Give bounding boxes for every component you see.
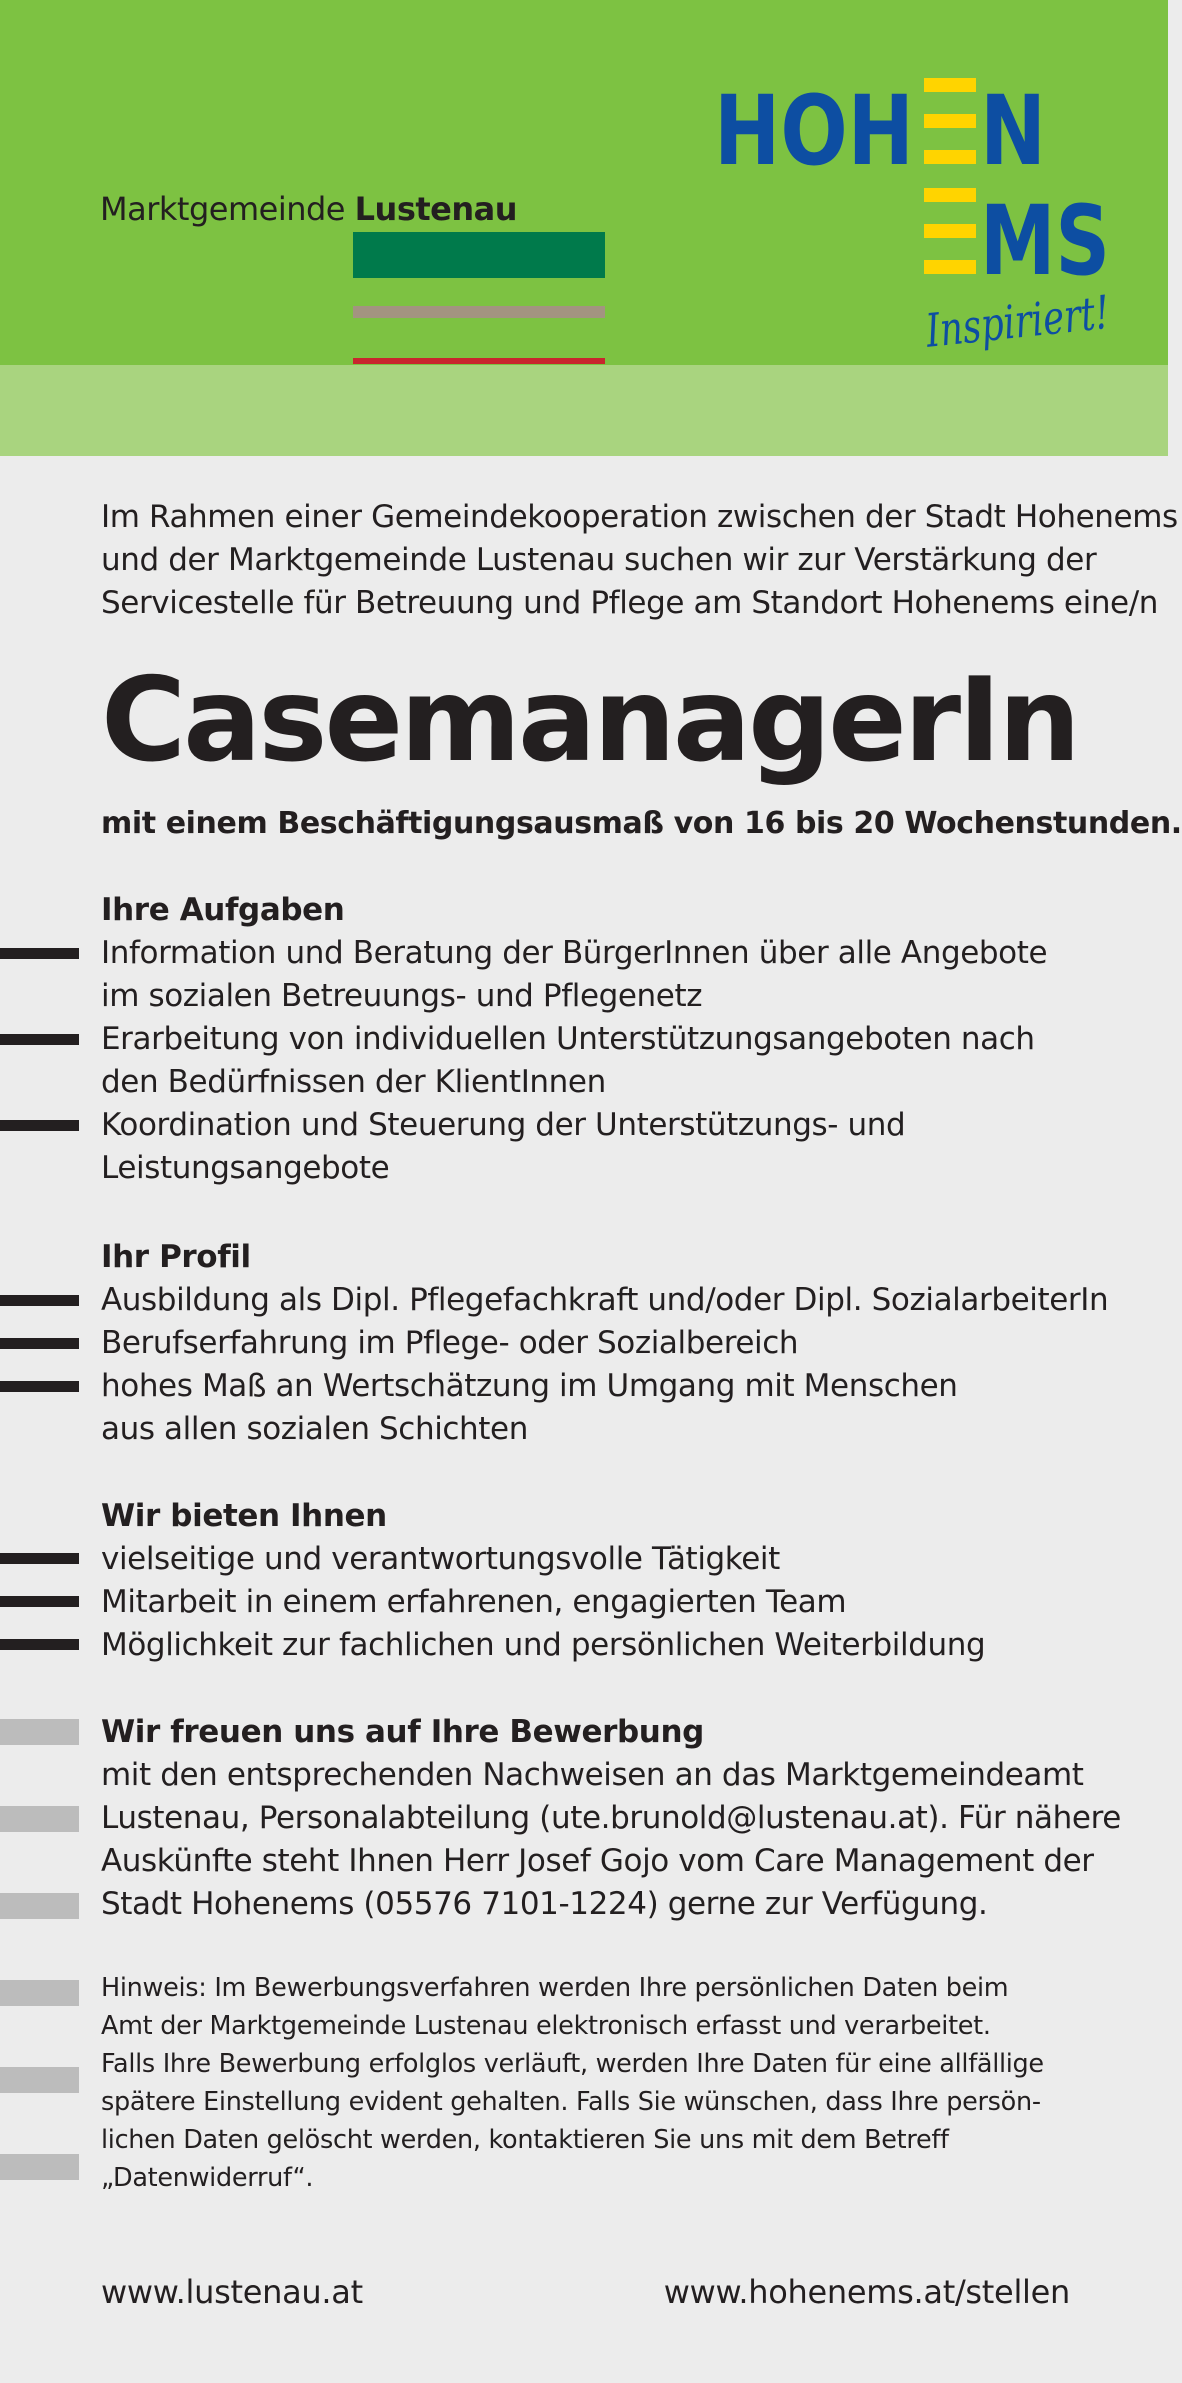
lustenau-name: Lustenau (354, 190, 518, 228)
bullet-bar (0, 1381, 79, 1392)
section-bieten (101, 1495, 1141, 1667)
logo-e-bar (924, 260, 976, 274)
job-title: CasemanagerIn (101, 653, 1078, 788)
section-aufgaben (101, 889, 1141, 1190)
note-line: Hinweis: Im Bewerbungsverfahren werden Ihre persönlichen Daten beim (101, 1973, 1009, 2003)
list-item-line: Möglichkeit zur fachlichen und persönlichen Weiterbildung (101, 1627, 986, 1663)
bullet-bar (0, 1553, 79, 1564)
list-item-line: den Bedürfnissen der KlientInnen (101, 1064, 606, 1100)
paragraph-line: Lustenau, Personalabteilung (ute.brunold@lustenau.at). Für nähere (101, 1800, 1121, 1836)
lustenau-stripe-red (353, 358, 605, 364)
intro-paragraph (101, 496, 1178, 625)
intro-line: Im Rahmen einer Gemeindekooperation zwischen der Stadt Hohenems (101, 499, 1178, 535)
decorative-bar (0, 1719, 79, 1745)
list-item-line: Leistungsangebote (101, 1150, 390, 1186)
decorative-bar (0, 1893, 79, 1919)
list-item-line: Berufserfahrung im Pflege- oder Sozialbereich (101, 1325, 799, 1361)
lustenau-prefix: Marktgemeinde (100, 190, 345, 228)
intro-line: und der Marktgemeinde Lustenau suchen wir zur Verstärkung der (101, 542, 1097, 578)
note-line: Amt der Marktgemeinde Lustenau elektronisch erfasst und verarbeitet. (101, 2011, 991, 2041)
decorative-bar (0, 2154, 79, 2180)
list-item-line: Information und Beratung der BürgerInnen über alle Angebote (101, 935, 1048, 971)
list-item-line: Mitarbeit in einem erfahrenen, engagierten Team (101, 1584, 847, 1620)
bullet-bar (0, 1639, 79, 1650)
section-bewerbung (101, 1711, 1141, 1926)
bullet-bar (0, 1120, 79, 1131)
lustenau-stripe-taupe (353, 306, 605, 318)
bullet-bar (0, 1034, 79, 1045)
list-item-line: aus allen sozialen Schichten (101, 1411, 528, 1447)
note-line: Falls Ihre Bewerbung erfolglos verläuft, werden Ihre Daten für eine allfällige (101, 2049, 1044, 2079)
privacy-note (101, 1969, 1141, 2197)
bullet-bar (0, 948, 79, 959)
bullet-bar (0, 1338, 79, 1349)
logo-e-bar (924, 224, 976, 238)
decorative-bar (0, 2067, 79, 2093)
logo-hoh: HOH (714, 75, 914, 187)
section-profil (101, 1236, 1141, 1451)
intro-line: Servicestelle für Betreuung und Pflege am Standort Hohenems eine/n (101, 585, 1159, 621)
paragraph-line: Stadt Hohenems (05576 7101-1224) gerne zur Verfügung. (101, 1886, 988, 1922)
header-band (0, 365, 1168, 456)
lustenau-label (100, 190, 517, 228)
decorative-bar (0, 1980, 79, 2006)
paragraph-line: Auskünfte steht Ihnen Herr Josef Gojo vom Care Management der (101, 1843, 1094, 1879)
logo-tagline: Inspiriert! (923, 279, 1167, 358)
logo-e-bar (924, 150, 976, 164)
bullet-bar (0, 1596, 79, 1607)
lustenau-website-link[interactable]: www.lustenau.at (101, 2273, 363, 2311)
note-line: spätere Einstellung evident gehalten. Falls Sie wünschen, dass Ihre persön- (101, 2087, 1041, 2117)
logo-n: N (980, 75, 1046, 187)
list-item-line: im sozialen Betreuungs- und Pflegenetz (101, 978, 703, 1014)
list-item-line: Ausbildung als Dipl. Pflegefachkraft und/oder Dipl. SozialarbeiterIn (101, 1282, 1109, 1318)
section-title: Wir bieten Ihnen (101, 1498, 387, 1534)
section-title: Ihr Profil (101, 1239, 251, 1275)
decorative-bar (0, 1806, 79, 1832)
list-item-line: Erarbeitung von individuellen Unterstützungsangeboten nach (101, 1021, 1035, 1057)
section-title: Ihre Aufgaben (101, 892, 345, 928)
list-item-line: vielseitige und verantwortungsvolle Tätigkeit (101, 1541, 780, 1577)
note-line: lichen Daten gelöscht werden, kontaktieren Sie uns mit dem Betreff (101, 2125, 949, 2155)
hohenems-logo (712, 66, 1167, 366)
logo-e-bar (924, 114, 976, 128)
logo-e-bar (924, 78, 976, 92)
list-item-line: hohes Maß an Wertschätzung im Umgang mit Menschen (101, 1368, 958, 1404)
logo-ms: MS (980, 185, 1110, 297)
note-line: „Datenwiderruf“. (101, 2163, 314, 2193)
paragraph-line: mit den entsprechenden Nachweisen an das Marktgemeindeamt (101, 1757, 1084, 1793)
section-title: Wir freuen uns auf Ihre Bewerbung (101, 1714, 704, 1750)
lustenau-stripe-green (353, 232, 605, 278)
bullet-bar (0, 1295, 79, 1306)
logo-e-bar (924, 188, 976, 202)
employment-extent: mit einem Beschäftigungsausmaß von 16 bis 20 Wochenstunden. (101, 806, 1182, 841)
list-item-line: Koordination und Steuerung der Unterstützungs- und (101, 1107, 906, 1143)
hohenems-jobs-link[interactable]: www.hohenems.at/stellen (663, 2273, 1070, 2311)
